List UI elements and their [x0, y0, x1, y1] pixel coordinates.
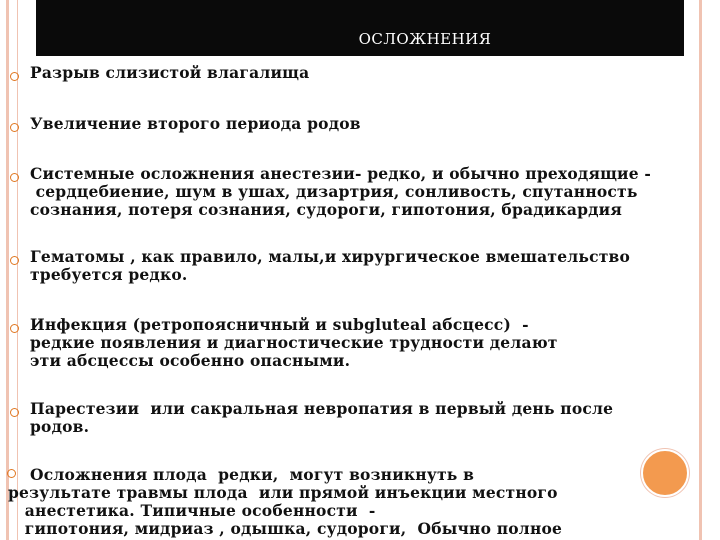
- bullet-line: анестетика. Типичные особенности -: [8, 501, 376, 520]
- bullet-item: [30, 115, 698, 133]
- bullet-line: требуется редко.: [30, 265, 188, 284]
- right-decor-line: [699, 0, 702, 540]
- bullet-line: редкие появления и диагностические трудности делают: [30, 333, 558, 352]
- bullet-icon: [10, 256, 19, 265]
- bullet-line: сознания, потеря сознания, судороги, гипотония, брадикардия: [30, 200, 623, 219]
- bullet-line: родов.: [30, 417, 90, 436]
- bullet-item: [30, 64, 698, 82]
- bullet-line: Системные осложнения анестезии- редко, и обычно преходящие -: [30, 164, 652, 183]
- bullet-icon: [10, 173, 19, 182]
- bullet-line: Разрыв слизистой влагалища: [30, 63, 310, 82]
- slide-title: ОСЛОЖНЕНИЯ: [358, 30, 492, 48]
- bullet-item: [30, 316, 698, 370]
- bullet-icon: [10, 123, 19, 132]
- bullet-item: [30, 248, 698, 284]
- bullet-line: Инфекция (ретропоясничный и subgluteal абсцесс) -: [30, 315, 529, 334]
- bullet-line: результате травмы плода или прямой инъекции местного: [8, 483, 558, 502]
- bullet-item: [30, 165, 698, 219]
- bullet-icon: [7, 469, 16, 478]
- bullet-item: [30, 400, 698, 436]
- bullet-line: гипотония, мидриаз , одышка, судороги, Обычно полное: [8, 519, 563, 538]
- bullet-line: Гематомы , как правило, малы,и хирургическое вмешательство: [30, 247, 631, 266]
- bullet-line: Осложнения плода редки, могут возникнуть в: [30, 465, 475, 484]
- bullet-icon: [10, 324, 19, 333]
- title-bar: [36, 0, 684, 56]
- orange-circle-decoration: [641, 449, 689, 497]
- bullet-line: Увеличение второго периода родов: [30, 114, 361, 133]
- bullet-item: [8, 465, 698, 538]
- bullet-line: Парестезии или сакральная невропатия в первый день после: [30, 399, 614, 418]
- bullet-line: сердцебиение, шум в ушах, дизартрия, сонливость, спутанность: [30, 182, 638, 201]
- left-decor-line-thin: [17, 0, 18, 540]
- left-decor-line: [6, 0, 9, 540]
- bullet-line: эти абсцессы особенно опасными.: [30, 351, 351, 370]
- bullet-icon: [10, 408, 19, 417]
- bullet-icon: [10, 72, 19, 81]
